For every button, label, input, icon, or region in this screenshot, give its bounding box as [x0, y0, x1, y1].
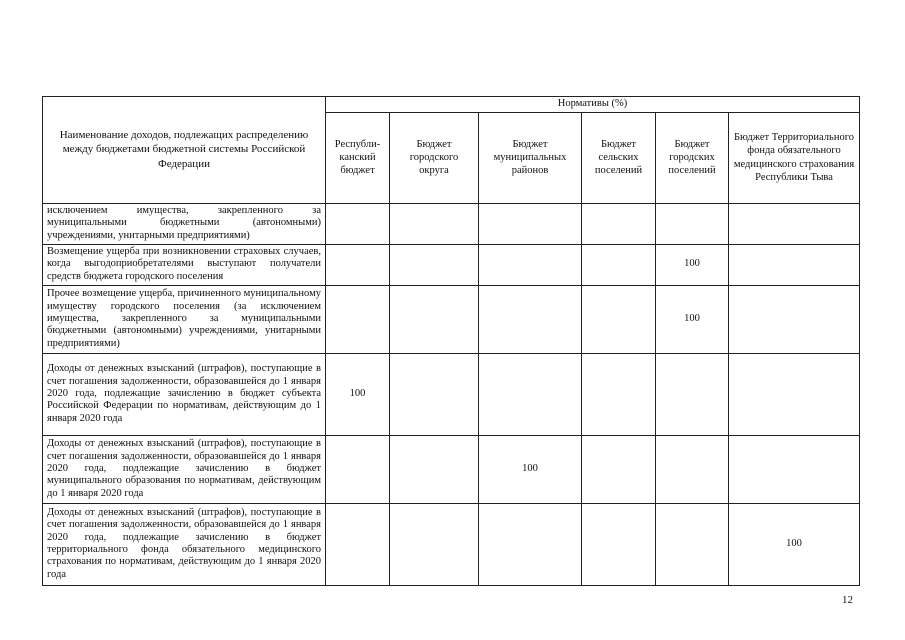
revenue-distribution-table	[42, 96, 860, 586]
table-row	[43, 503, 860, 585]
table-body	[43, 97, 860, 586]
norm-value-cell: 100	[326, 353, 390, 435]
norm-value-cell	[479, 503, 582, 585]
norm-value-cell	[390, 435, 479, 503]
revenue-name-cell: Доходы от денежных взысканий (штрафов), поступающие в счет погашения задолженности, образовавшейся до 1 января 2020 года, подлежащие зачислению в бюджет муниципального образования по нормативам, действующим до 1 января 2020 года	[43, 435, 326, 503]
norm-value-cell	[582, 244, 656, 285]
norm-value-cell	[390, 353, 479, 435]
norm-value-cell	[479, 353, 582, 435]
norm-value-cell	[656, 503, 729, 585]
revenue-name-cell: Возмещение ущерба при возникновении страховых случаев, когда выгодоприобретателями выступают получатели средств бюджета городского поселения	[43, 244, 326, 285]
table-row	[43, 285, 860, 353]
norm-value-cell	[656, 435, 729, 503]
norm-value-cell	[582, 203, 656, 244]
norm-value-cell	[326, 285, 390, 353]
revenue-name-header: Наименование доходов, подлежащих распределению между бюджетами бюджетной системы Российской Федерации	[43, 97, 326, 204]
norm-value-cell	[326, 435, 390, 503]
norm-value-cell	[582, 435, 656, 503]
norm-value-cell	[390, 285, 479, 353]
norm-value-cell	[582, 353, 656, 435]
page-number: 12	[842, 594, 853, 606]
norm-value-cell	[729, 203, 860, 244]
column-header-rural-settlements-budget: Бюджет сельских поселений	[582, 112, 656, 203]
norm-value-cell	[479, 244, 582, 285]
norm-value-cell	[656, 203, 729, 244]
header-row-group	[43, 97, 860, 113]
norm-value-cell	[326, 203, 390, 244]
normatives-header: Нормативы (%)	[326, 97, 860, 113]
norm-value-cell	[656, 353, 729, 435]
column-header-urban-settlements-budget: Бюджет городских поселений	[656, 112, 729, 203]
column-header-health-insurance-fund-budget: Бюджет Территориального фонда обязательного медицинского страхования Республики Тыва	[729, 112, 860, 203]
norm-value-cell	[390, 503, 479, 585]
norm-value-cell: 100	[656, 244, 729, 285]
table-row	[43, 203, 860, 244]
norm-value-cell	[729, 353, 860, 435]
norm-value-cell	[729, 244, 860, 285]
table-row	[43, 244, 860, 285]
revenue-name-cell: Прочее возмещение ущерба, причиненного муниципальному имуществу городского поселения (за исключением имущества, закрепленного за муниципальными бюджетными (автономными) учреждениями, унитарными предприятиями)	[43, 285, 326, 353]
table-row	[43, 353, 860, 435]
column-header-city-district-budget: Бюджет городского округа	[390, 112, 479, 203]
norm-value-cell: 100	[479, 435, 582, 503]
norm-value-cell	[326, 503, 390, 585]
column-header-republican-budget: Республи-канский бюджет	[326, 112, 390, 203]
norm-value-cell	[479, 285, 582, 353]
norm-value-cell	[582, 285, 656, 353]
norm-value-cell: 100	[656, 285, 729, 353]
revenue-name-cell: исключением имущества, закрепленного за муниципальными бюджетными (автономными) учреждениями, унитарными предприятиями)	[43, 203, 326, 244]
norm-value-cell	[729, 435, 860, 503]
norm-value-cell	[582, 503, 656, 585]
table-row	[43, 435, 860, 503]
norm-value-cell	[326, 244, 390, 285]
norm-value-cell	[729, 285, 860, 353]
revenue-name-cell: Доходы от денежных взысканий (штрафов), поступающие в счет погашения задолженности, образовавшейся до 1 января 2020 года, подлежащие зачислению в бюджет территориального фонда обязательного медицинского страхования по нормативам, действующим до 1 января 2020 года	[43, 503, 326, 585]
norm-value-cell	[390, 203, 479, 244]
norm-value-cell	[479, 203, 582, 244]
revenue-name-cell: Доходы от денежных взысканий (штрафов), поступающие в счет погашения задолженности, образовавшейся до 1 января 2020 года, подлежащие зачислению в бюджет субъекта Российской Федерации по нормативам, действующим до 1 января 2020 года	[43, 353, 326, 435]
norm-value-cell	[390, 244, 479, 285]
column-header-municipal-districts-budget: Бюджет муниципальных районов	[479, 112, 582, 203]
norm-value-cell: 100	[729, 503, 860, 585]
